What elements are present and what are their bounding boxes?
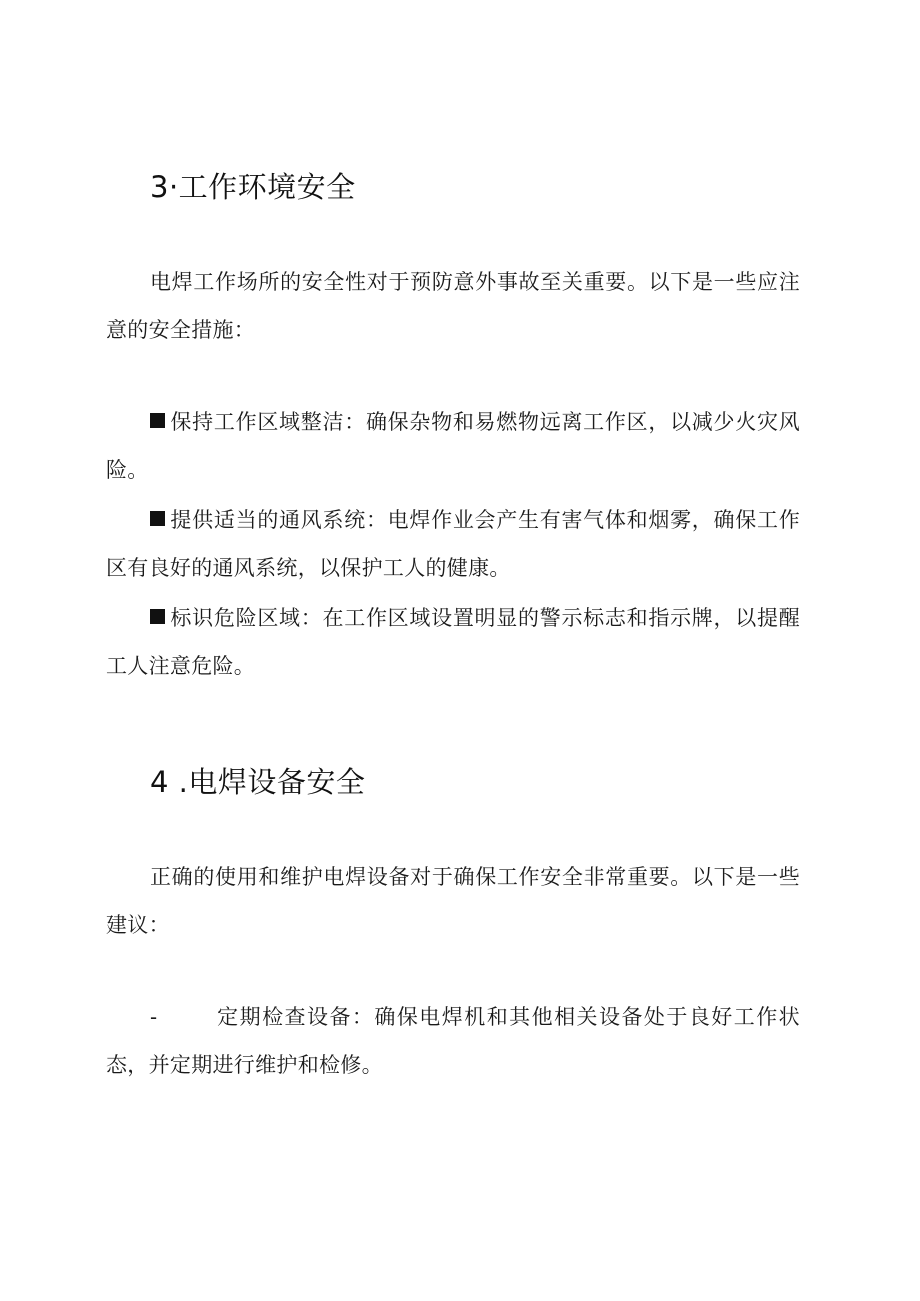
square-bullet-icon [150, 511, 165, 526]
section-3-intro: 电焊工作场所的安全性对于预防意外事故至关重要。以下是一些应注意的安全措施： [106, 270, 800, 342]
section-3-heading: 3·工作环境安全 [150, 170, 356, 204]
square-bullet-icon [150, 609, 165, 624]
section-3-item-3 [106, 594, 800, 690]
dash-marker: - [150, 1005, 158, 1029]
section-3-item-2 [106, 496, 800, 592]
item-text: 标识危险区域：在工作区域设置明显的警示标志和指示牌，以提醒工人注意危险。 [106, 606, 800, 678]
square-bullet-icon [150, 413, 165, 428]
item-text: 保持工作区域整洁：确保杂物和易燃物远离工作区，以减少火灾风险。 [106, 410, 800, 482]
section-4-heading: 4 .电焊设备安全 [150, 765, 366, 799]
item-text: 提供适当的通风系统：电焊作业会产生有害气体和烟雾，确保工作区有良好的通风系统，以保护工人的健康。 [106, 508, 800, 580]
item-text: 定期检查设备：确保电焊机和其他相关设备处于良好工作状态，并定期进行维护和检修。 [106, 1005, 800, 1077]
section-4-intro: 正确的使用和维护电焊设备对于确保工作安全非常重要。以下是一些建议： [106, 865, 800, 937]
section-3-item-1 [106, 398, 800, 494]
section-4-item-1 [106, 993, 800, 1089]
